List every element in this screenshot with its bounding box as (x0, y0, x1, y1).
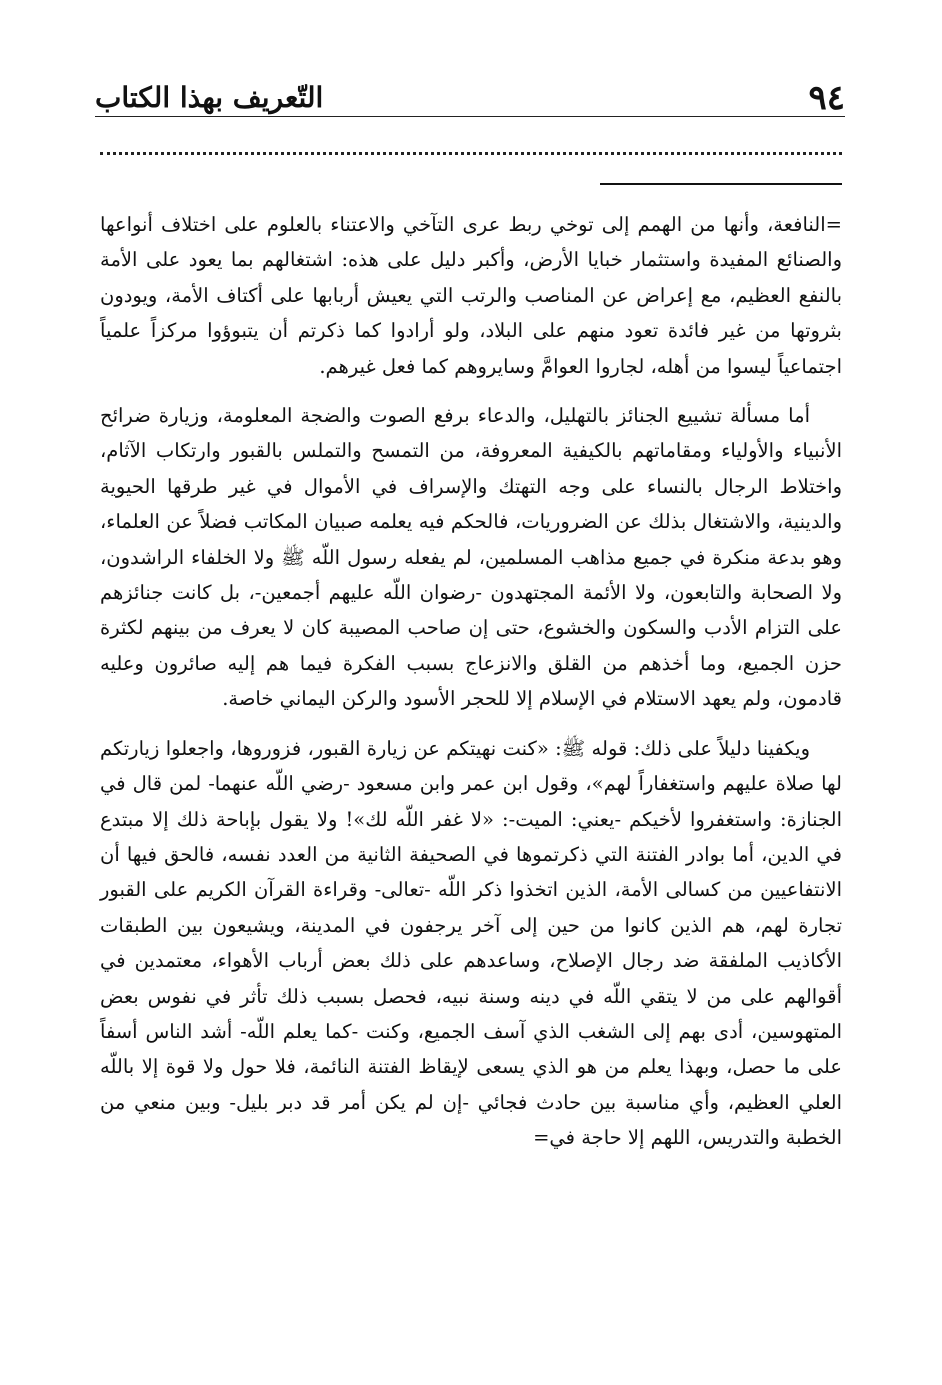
paragraph: =النافعة، وأنها من الهمم إلى توخي ربط عرى التآخي والاعتناء بالعلوم على اختلاف أنواعها والصنائع المفيدة واستثمار خبايا الأرض، وأكبر دليل على هذه: اشتغالهم بما يعود على الأمة بالنفع العظيم، مع إعراض عن المناصب والرتب التي يعيش أربابها على أكتاف الأمة، ويودون بثروتها من غير فائدة تعود منهم على البلاد، ولو أرادوا كما ذكرتم أن يتبوؤوا مركزاً علمياً اجتماعياً ليسوا من أهله، لجاروا العوامَّ وسايروهم كما فعل غيرهم. (100, 213, 842, 378)
header-rule (95, 116, 845, 117)
dotted-separator (100, 152, 842, 155)
running-title: التّعريف بهذا الكتاب (95, 81, 324, 114)
paragraph: أما مسألة تشييع الجنائز بالتهليل، والدعاء برفع الصوت والضجة المعلومة، وزيارة ضرائح الأنبياء والأولياء ومقاماتهم بالكيفية المعروفة، من التمسح والتملس بالقبور وارتكاب الآثام، واختلاط الرجال بالنساء على وجه التهتك والإسراف في الأموال في غير طرقها الحيوية والدينية، والاشتغال بذلك عن الضروريات، فالحكم فيه يعلمه صبيان المكاتب فضلاً عن العلماء، وهو بدعة منكرة في جميع مذاهب المسلمين، لم يفعله رسول اللّه ﷺ ولا الخلفاء الراشدون، ولا الصحابة والتابعون، ولا الأئمة المجتهدون -رضوان اللّه عليهم أجمعين-، بل كانت جنائزهم على التزام الأدب والسكون والخشوع، حتى إن صاحب المصيبة كان لا يعرف من بينهم لكثرة حزن الجميع، وما أخذهم من القلق والانزعاج بسبب الفكرة فيما هم إليه صائرون وعليه قادمون، ولم يعهد الاستلام في الإسلام إلا للحجر الأسود والركن اليماني خاصة. (100, 404, 842, 711)
footnote-separator-rule (600, 183, 842, 185)
page-header (95, 70, 845, 120)
page-number: ٩٤ (808, 78, 845, 118)
body-text (100, 207, 842, 1170)
paragraph: ويكفينا دليلاً على ذلك: قوله ﷺ: «كنت نهيتكم عن زيارة القبور، فزوروها، واجعلوا زيارتكم لها صلاة عليهم واستغفاراً لهم»، وقول ابن عمر وابن مسعود -رضي اللّه عنهما- لمن قال في الجنازة: واستغفروا لأخيكم -يعني: الميت-: «لا غفر اللّه لك»! ولا يقول بإباحة ذلك إلا مبتدع في الدين، أما بوادر الفتنة التي ذكرتموها في الصحيفة الثانية من العدد نفسه، فالحق فيها أن الانتفاعيين من كسالى الأمة، الذين اتخذوا ذكر اللّه -تعالى- وقراءة القرآن الكريم على القبور تجارة لهم، هم الذين كانوا من حين إلى آخر يرجفون في المدينة، ويشيعون بين الطبقات الأكاذيب الملفقة ضد رجال الإصلاح، وساعدهم على ذلك بعض أرباب الأهواء، معتمدين في أقوالهم على من لا يتقي اللّه في دينه وسنة نبيه، فحصل بسبب ذلك تأثر في نفوس بعض المتهوسين، أدى بهم إلى الشغب الذي آسف الجميع، وكنت -كما يعلم اللّه- أشد الناس أسفاً على ما حصل، وبهذا يعلم من هو الذي يسعى لإيقاظ الفتنة النائمة، فلا حول ولا قوة إلا باللّه العلي العظيم، وأي مناسبة بين حادث فجائي -إن لم يكن أمر قد دبر بليل- وبين منعي من الخطبة والتدريس، اللهم إلا حاجة في= (100, 736, 842, 1150)
